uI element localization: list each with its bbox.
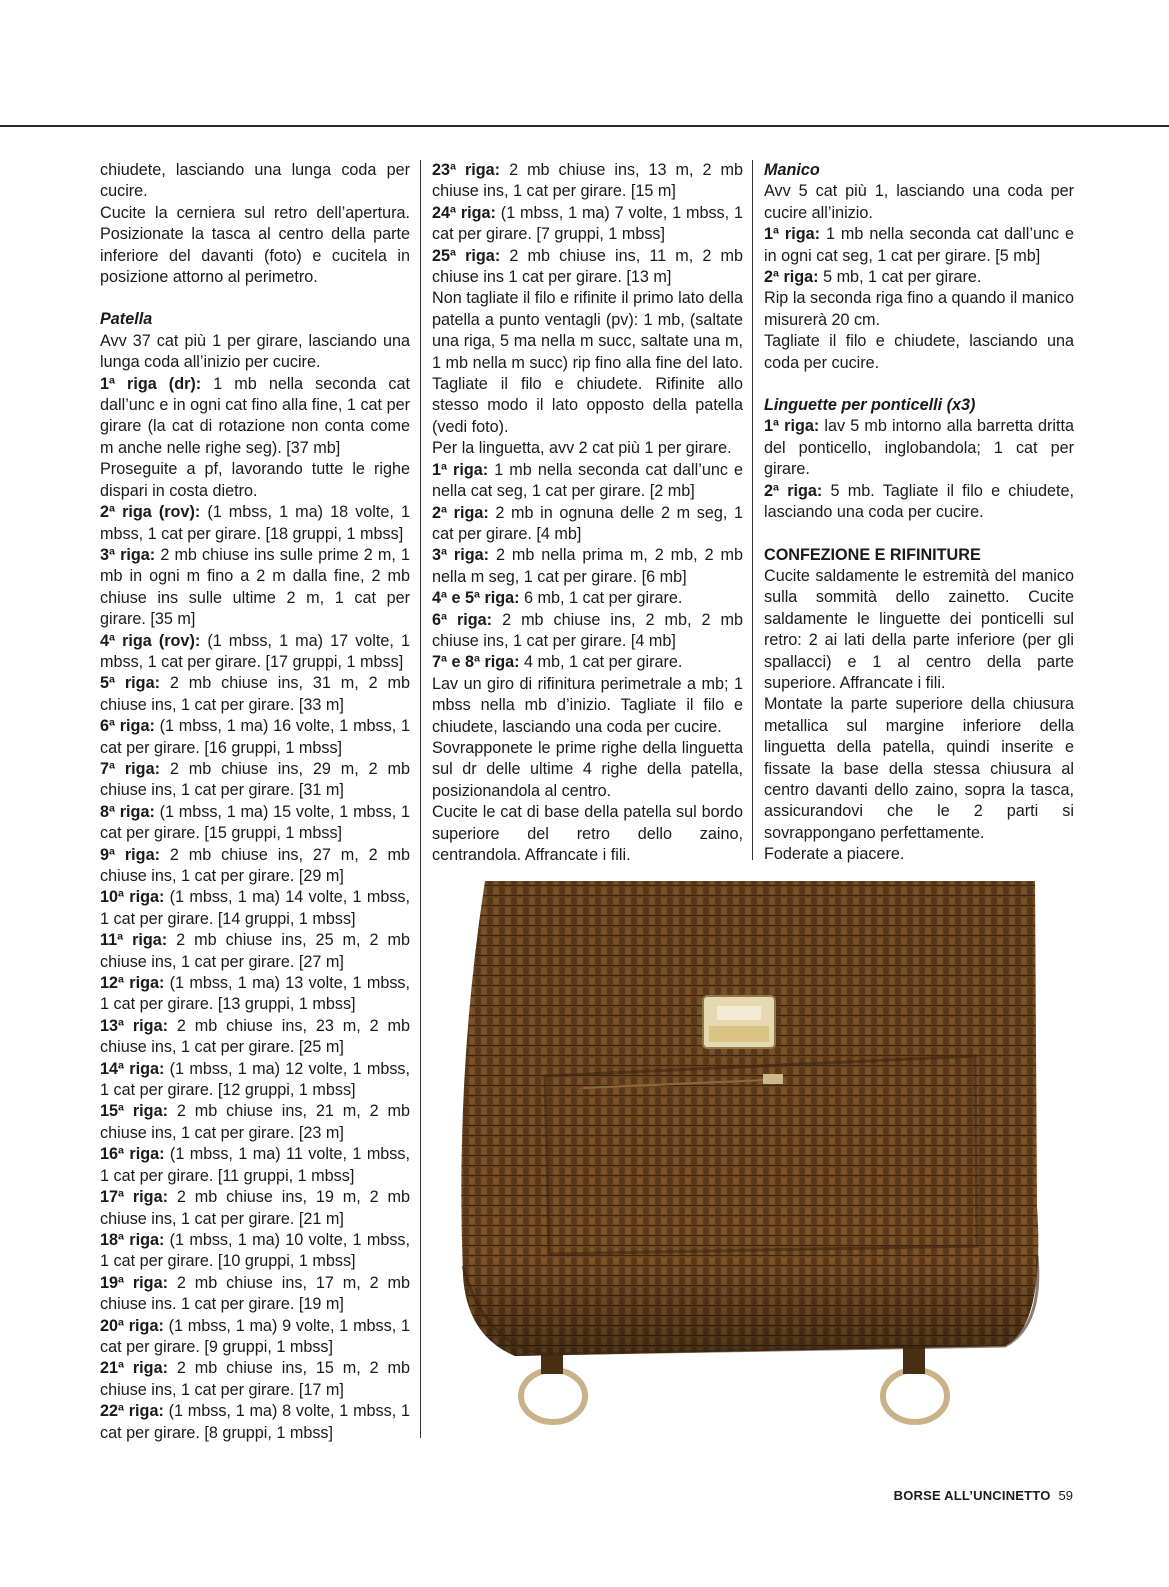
instruction-row [100, 673, 410, 716]
instruction-row [764, 288, 1074, 331]
row-label: 13ª riga: [100, 1016, 168, 1035]
instruction-row [432, 503, 743, 546]
section-title-confezione: CONFEZIONE E RIFINITURE [764, 545, 981, 564]
row-text: 4 mb, 1 cat per girare. [519, 653, 683, 672]
row-text: 2 mb chiuse ins, 15 m, 2 mb chiuse ins, 1 cat per girare. [17 m] [100, 1359, 410, 1399]
row-text: 2 mb chiuse ins, 2 mb, 2 mb chiuse ins, 1 cat per girare. [4 mb] [432, 610, 743, 650]
row-label: 1ª riga: [432, 460, 489, 479]
row-list [764, 416, 1074, 523]
instruction-row [764, 481, 1074, 524]
paragraph: chiudete, lasciando una lunga coda per cucire. [100, 161, 410, 201]
row-label: 6ª riga: [100, 717, 155, 736]
row-text: Proseguite a pf, lavorando tutte le righe dispari in costa dietro. [100, 460, 410, 500]
row-label: 3ª riga: [100, 545, 156, 564]
row-label: 18ª riga: [100, 1230, 165, 1249]
row-text: 2 mb chiuse ins, 25 m, 2 mb chiuse ins, 1 cat per girare. [27 m] [100, 931, 410, 971]
column-divider [752, 160, 753, 860]
row-label: 20ª riga: [100, 1316, 164, 1335]
top-rule [0, 125, 1169, 127]
column-divider [420, 160, 421, 1438]
page-footer [894, 1488, 1073, 1503]
instruction-row [100, 930, 410, 973]
instruction-row [100, 1273, 410, 1316]
row-list [100, 374, 410, 1444]
row-text: (1 mbss, 1 ma) 16 volte, 1 mbss, 1 cat per girare. [16 gruppi, 1 mbss] [100, 717, 411, 757]
row-text: (1 mbss, 1 ma) 10 volte, 1 mbss, 1 cat per girare. [10 gruppi, 1 mbss] [100, 1230, 411, 1271]
row-label: 14ª riga: [100, 1059, 165, 1078]
instruction-row [100, 1358, 410, 1401]
row-label: 2ª riga: [764, 481, 823, 500]
instruction-row [764, 267, 1074, 288]
instruction-row [432, 674, 743, 738]
row-text: 2 mb chiuse ins, 31 m, 2 mb chiuse ins, 1 cat per girare. [33 m] [100, 674, 410, 714]
row-text: 6 mb, 1 cat per girare. [519, 589, 683, 608]
row-text: Sovrapponete le prime righe della linguetta sul dr delle ultime 4 righe della patella, posizionandola al centro. [432, 738, 743, 800]
row-text: (1 mbss, 1 ma) 18 volte, 1 mbss, 1 cat per girare. [18 gruppi, 1 mbss] [100, 503, 410, 543]
row-text: 2 mb nella prima m, 2 mb, 2 mb nella m seg, 1 cat per girare. [6 mb] [432, 546, 743, 586]
row-label: 1ª riga: [764, 417, 820, 436]
row-text: Avv 5 cat più 1, lasciando una coda per cucire all’inizio. [764, 182, 1074, 222]
row-label: 25ª riga: [432, 246, 501, 265]
row-text: (1 mbss, 1 ma) 15 volte, 1 mbss, 1 cat per girare. [15 gruppi, 1 mbss] [100, 802, 411, 843]
instruction-row [100, 545, 410, 631]
instruction-row [100, 973, 410, 1016]
row-text: (1 mbss, 1 ma) 9 volte, 1 mbss, 1 cat per girare. [9 gruppi, 1 mbss] [100, 1316, 410, 1356]
instruction-row [100, 845, 410, 888]
row-label: 21ª riga: [100, 1359, 168, 1378]
instruction-row [100, 1101, 410, 1144]
instruction-row [764, 224, 1074, 267]
row-label: 4ª riga (rov): [100, 631, 201, 650]
row-label: 10ª riga: [100, 888, 165, 907]
row-text: 2 mb chiuse ins, 19 m, 2 mb chiuse ins, 1 cat per girare. [21 m] [100, 1188, 410, 1228]
backpack-photo [445, 876, 1065, 1436]
row-text: 1 mb nella seconda cat dall’unc e in ogni cat fino alla fine, 1 cat per girare (la cat di rotazione non conta come m anche nelle righe seg). [37 mb] [100, 374, 410, 457]
instruction-row [100, 502, 410, 545]
row-text: 1 mb nella seconda cat dall’unc e nella cat seg, 1 cat per girare. [2 mb] [432, 460, 743, 501]
section-title-patella: Patella [100, 310, 153, 329]
instruction-row [100, 802, 410, 845]
row-text: 2 mb chiuse ins, 11 m, 2 mb chiuse ins 1 cat per girare. [13 m] [432, 246, 744, 287]
row-text: 2 mb in ognuna delle 2 m seg, 1 cat per girare. [4 mb] [432, 503, 743, 543]
section-title-linguette: Linguette per ponticelli (x3) [764, 396, 976, 415]
row-text: 2 mb chiuse ins, 13 m, 2 mb chiuse ins, 1 cat per girare. [15 m] [432, 161, 743, 201]
instruction-row [432, 545, 743, 588]
row-text: 2 mb chiuse ins, 17 m, 2 mb chiuse ins. 1 cat per girare. [19 m] [100, 1273, 410, 1314]
row-label: 15ª riga: [100, 1102, 168, 1121]
paragraph: Montate la parte superiore della chiusura metallica sul margine inferiore della linguetta della patella, quindi inserite e fissate la base della stessa chiusura al centro davanti dello zaino, sopra la tasca, assicurandovi che le 2 parti si sovrappongano perfettamente. [764, 695, 1074, 842]
row-text: Rip la seconda riga fino a quando il manico misurerà 20 cm. [764, 289, 1074, 329]
instruction-row [100, 459, 410, 502]
row-label: 6ª riga: [432, 610, 493, 629]
instruction-row [764, 181, 1074, 224]
row-text: Per la linguetta, avv 2 cat più 1 per girare. [432, 439, 732, 458]
row-label: 2ª riga: [432, 503, 489, 522]
instruction-row [432, 460, 743, 503]
row-text: 5 mb. Tagliate il filo e chiudete, lasciando una coda per cucire. [764, 481, 1074, 522]
instruction-row [100, 759, 410, 802]
instruction-row [432, 652, 743, 673]
instruction-row [100, 716, 410, 759]
instruction-row [432, 246, 743, 289]
paragraph: Cucite la cerniera sul retro dell’apertura. Posizionate la tasca al centro della parte inferiore del davanti (foto) e cucitela in posizione attorno al perimetro. [100, 203, 410, 287]
row-label: 12ª riga: [100, 974, 165, 993]
instruction-row [432, 610, 743, 653]
row-text: Cucite le cat di base della patella sul bordo superiore del retro dello zaino, centrandola. Affrancate i fili. [432, 803, 743, 864]
row-label: 4ª e 5ª riga: [432, 589, 520, 608]
row-label: 7ª e 8ª riga: [432, 653, 520, 672]
instruction-row [100, 1144, 410, 1187]
row-text: (1 mbss, 1 ma) 7 volte, 1 mbss, 1 cat per girare. [7 gruppi, 1 mbss] [432, 203, 743, 244]
row-text: 2 mb chiuse ins, 21 m, 2 mb chiuse ins, 1 cat per girare. [23 m] [100, 1102, 410, 1142]
instruction-row [432, 203, 743, 246]
magazine-title: BORSE ALL’UNCINETTO [893, 1488, 1051, 1503]
row-text: (1 mbss, 1 ma) 11 volte, 1 mbss, 1 cat per girare. [11 gruppi, 1 mbss] [100, 1145, 410, 1185]
row-list [432, 160, 743, 866]
instruction-row [100, 887, 410, 930]
row-label: 9ª riga: [100, 845, 160, 864]
row-text: 2 mb chiuse ins, 23 m, 2 mb chiuse ins, 1 cat per girare. [25 m] [100, 1016, 410, 1057]
instruction-row [100, 374, 410, 460]
row-label: 22ª riga: [100, 1402, 164, 1421]
row-list [764, 181, 1074, 374]
row-text: 1 mb nella seconda cat dall’unc e in ogni cat seg, 1 cat per girare. [5 mb] [764, 225, 1074, 265]
row-text: (1 mbss, 1 ma) 17 volte, 1 mbss, 1 cat per girare. [17 gruppi, 1 mbss] [100, 631, 410, 671]
row-label: 1ª riga (dr): [100, 374, 202, 393]
row-label: 2ª riga (rov): [100, 503, 201, 522]
row-label: 3ª riga: [432, 546, 490, 565]
row-label: 5ª riga: [100, 674, 160, 693]
row-label: 2ª riga: [764, 268, 819, 287]
row-label: 1ª riga: [764, 225, 821, 244]
page-number: 59 [1058, 1488, 1073, 1503]
row-text: 2 mb chiuse ins, 27 m, 2 mb chiuse ins, 1 cat per girare. [29 m] [100, 845, 410, 885]
instruction-row [432, 438, 743, 459]
instruction-row [764, 331, 1074, 374]
instruction-row [100, 631, 410, 674]
row-text: 2 mb chiuse ins sulle prime 2 m, 1 mb in ogni m fino a 2 m dalla fine, 2 mb chiuse ins sulle ultime 2 m, 1 cat per girare. [35 m] [100, 545, 410, 629]
section-title-manico: Manico [764, 161, 820, 179]
instruction-row [100, 1016, 410, 1059]
column-1 [100, 160, 410, 1444]
instruction-row [100, 1401, 410, 1444]
paragraph: Foderate a piacere. [764, 845, 905, 864]
paragraph: Avv 37 cat più 1 per girare, lasciando una lunga coda all’inizio per cucire. [100, 331, 410, 372]
row-label: 17ª riga: [100, 1188, 168, 1207]
instruction-row [100, 1230, 410, 1273]
instruction-row [100, 1059, 410, 1102]
row-text: (1 mbss, 1 ma) 13 volte, 1 mbss, 1 cat per girare. [13 gruppi, 1 mbss] [100, 974, 411, 1014]
row-text: 2 mb chiuse ins, 29 m, 2 mb chiuse ins, 1 cat per girare. [31 m] [100, 759, 410, 800]
row-label: 11ª riga: [100, 931, 168, 950]
instruction-row [100, 1187, 410, 1230]
row-label: 8ª riga: [100, 802, 155, 821]
row-label: 23ª riga: [432, 161, 501, 179]
instruction-row [432, 738, 743, 802]
row-text: lav 5 mb intorno alla barretta dritta del ponticello, inglobandola; 1 cat per girare. [764, 417, 1074, 479]
row-text: (1 mbss, 1 ma) 8 volte, 1 mbss, 1 cat per girare. [8 gruppi, 1 mbss] [100, 1402, 410, 1442]
instruction-row [100, 1316, 410, 1359]
row-text: Non tagliate il filo e rifinite il primo lato della patella a punto ventagli (pv): 1 mb, (saltate una riga, 5 ma nella m succ, saltate una m, 1 mb nella m succ) rip fino alla fine del lato. Tagliate il filo e chiudete. Rifinite allo stesso modo il lato opposto della patella (vedi foto). [432, 289, 743, 436]
instruction-row [432, 802, 743, 866]
row-text: (1 mbss, 1 ma) 12 volte, 1 mbss, 1 cat per girare. [12 gruppi, 1 mbss] [100, 1059, 411, 1100]
column-3 [764, 160, 1074, 866]
row-text: Tagliate il filo e chiudete, lasciando una coda per cucire. [764, 332, 1074, 372]
instruction-row [432, 588, 743, 609]
row-text: 5 mb, 1 cat per girare. [818, 268, 982, 287]
paragraph: Cucite saldamente le estremità del manico sulla sommità dello zainetto. Cucite saldamente le linguette dei ponticelli sul retro: 2 ai lati della parte inferiore (per gli spallacci) e 1 al centro della parte superiore. Affrancate i fili. [764, 566, 1074, 692]
column-2 [432, 160, 743, 866]
row-text: (1 mbss, 1 ma) 14 volte, 1 mbss, 1 cat per girare. [14 gruppi, 1 mbss] [100, 888, 411, 928]
instruction-row [764, 416, 1074, 480]
instruction-row [432, 160, 743, 203]
row-label: 7ª riga: [100, 759, 160, 778]
row-label: 19ª riga: [100, 1273, 168, 1292]
row-label: 16ª riga: [100, 1145, 165, 1164]
row-text: Lav un giro di rifinitura perimetrale a mb; 1 mbss nella mb d’inizio. Tagliate il filo e chiudete, lasciando una coda per cucire. [432, 674, 743, 736]
row-label: 24ª riga: [432, 203, 496, 222]
instruction-row [432, 288, 743, 438]
